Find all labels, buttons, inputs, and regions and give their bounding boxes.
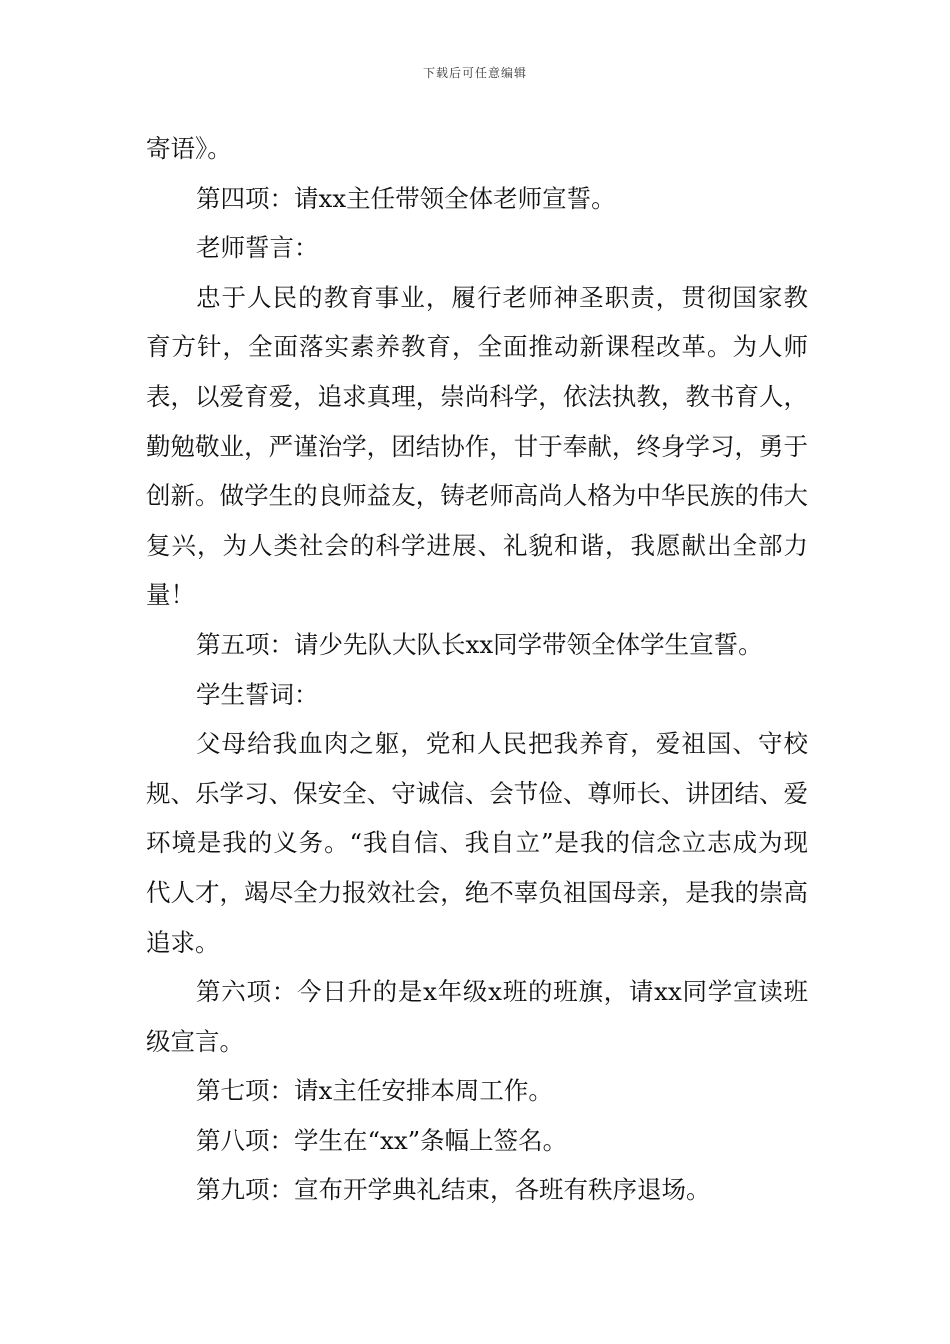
paragraph-5: 第五项：请少先队大队长xx同学带领全体学生宣誓。 [196, 629, 763, 659]
document-body [146, 124, 808, 1215]
paragraph-8: 第六项：今日升的是x年级x班的班旗，请xx同学宣读班级宣言。 [146, 977, 808, 1056]
paragraph-3: 老师誓言： [196, 233, 319, 263]
page-header: 下载后可任意编辑 [422, 66, 527, 80]
paragraph-6: 学生誓词： [196, 679, 319, 709]
paragraph-4: 忠于人民的教育事业，履行老师神圣职责，贯彻国家教育方针，全面落实素养教育，全面推动新课程改革。为人师表，以爱育爱，追求真理，崇尚科学，依法执教，教书育人，勤勉敬业，严谨治学，团结协作，甘于奉献，终身学习，勇于创新。做学生的良师益友，铸老师高尚人格为中华民族的伟大复兴，为人类社会的科学进展、礼貌和谐，我愿献出全部力量！ [146, 282, 808, 610]
paragraph-10: 第八项：学生在“xx”条幅上签名。 [196, 1125, 568, 1155]
paragraph-11: 第九项：宣布开学典礼结束，各班有秩序退场。 [196, 1175, 711, 1205]
paragraph-9: 第七项：请x主任安排本周工作。 [196, 1076, 553, 1106]
paragraph-2: 第四项：请xx主任带领全体老师宣誓。 [196, 183, 616, 213]
paragraph-7: 父母给我血肉之躯，党和人民把我养育，爱祖国、守校规、乐学习、保安全、守诚信、会节俭、尊师长、讲团结、爱环境是我的义务。“我自信、我自立”是我的信念立志成为现代人才，竭尽全力报效社会，绝不辜负祖国母亲，是我的崇高追求。 [146, 729, 808, 957]
paragraph-1: 寄语》。 [146, 134, 232, 163]
